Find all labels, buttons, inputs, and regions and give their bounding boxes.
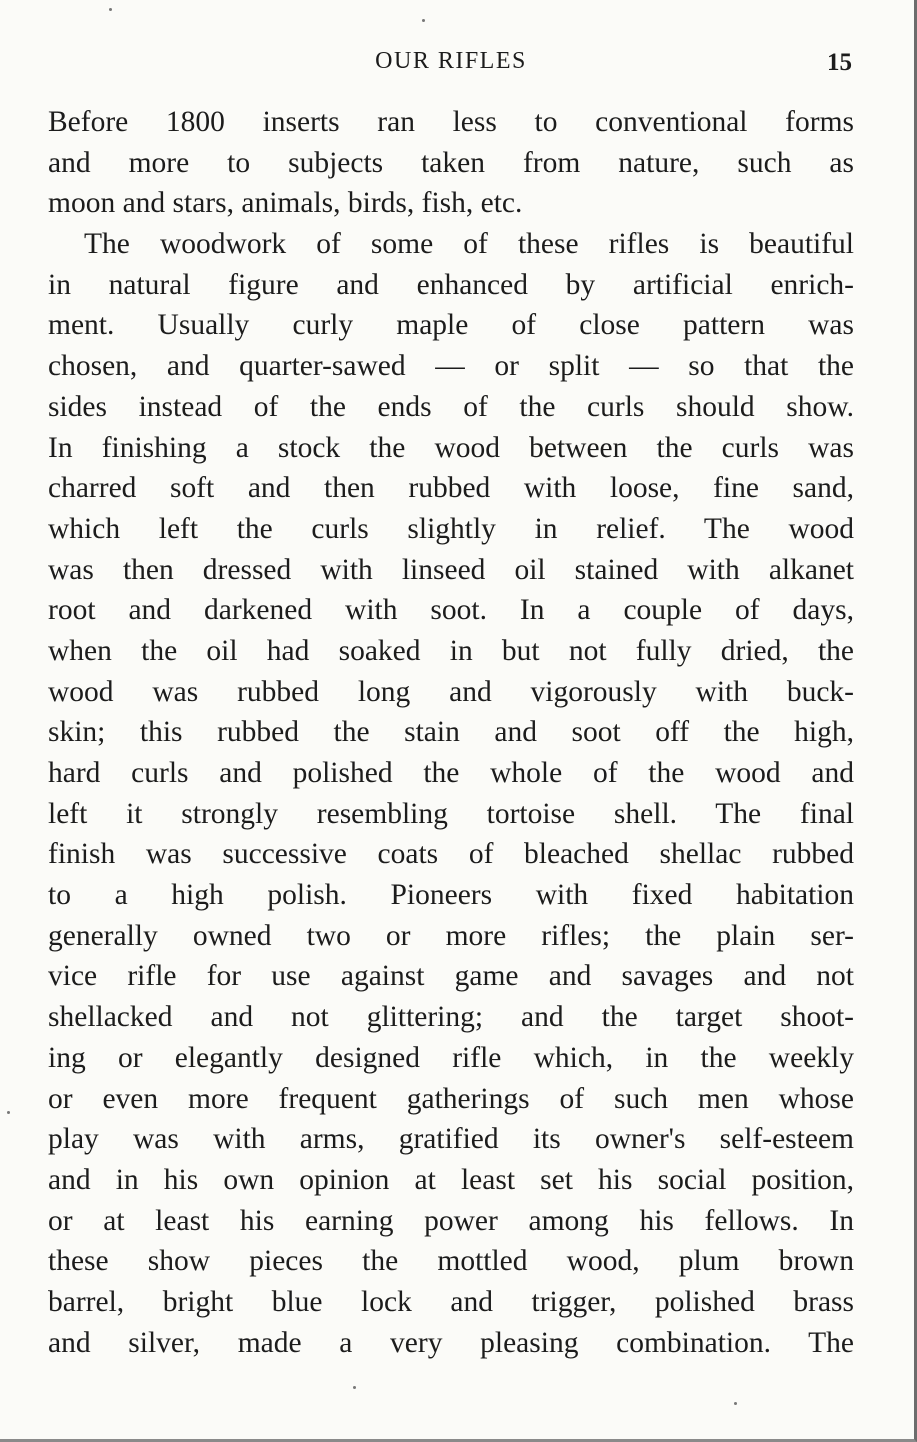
text-line: or even more frequent gatherings of such men whose (48, 1082, 854, 1115)
text-line: these show pieces the mottled wood, plum brown (48, 1245, 854, 1278)
text-line: charred soft and then rubbed with loose, fine sand, (48, 472, 854, 505)
text-line: which left the curls slightly in relief. The wood (48, 512, 854, 545)
running-title: OUR RIFLES (375, 48, 527, 74)
text-line: moon and stars, animals, birds, fish, etc. (48, 187, 523, 220)
text-line: left it strongly resembling tortoise shell. The final (48, 797, 854, 830)
text-line: vice rifle for use against game and savages and not (48, 960, 854, 993)
scan-speck (7, 1111, 10, 1114)
text-line: Before 1800 inserts ran less to conventional forms (48, 106, 854, 138)
text-line: generally owned two or more rifles; the plain ser- (48, 919, 854, 952)
text-line: The woodwork of some of these rifles is beautiful (84, 228, 854, 261)
scan-speck (109, 8, 112, 11)
text-line: and silver, made a very pleasing combination. The (48, 1326, 854, 1359)
text-line: shellacked and not glittering; and the target shoot- (48, 1001, 854, 1034)
text-line: sides instead of the ends of the curls should show. (48, 390, 854, 423)
running-header (48, 44, 854, 84)
scan-speck (353, 1386, 356, 1389)
text-line: play was with arms, gratified its owner's self-esteem (48, 1123, 854, 1156)
text-line: barrel, bright blue lock and trigger, polished brass (48, 1285, 854, 1318)
text-line: was then dressed with linseed oil stained with alkanet (48, 553, 854, 586)
text-line: ment. Usually curly maple of close pattern was (48, 309, 854, 342)
text-line: ing or elegantly designed rifle which, in the weekly (48, 1041, 854, 1074)
body-text (48, 102, 854, 1363)
page-number: 15 (827, 49, 852, 76)
text-line: when the oil had soaked in but not fully dried, the (48, 634, 854, 667)
text-line: finish was successive coats of bleached shellac rubbed (48, 838, 854, 871)
text-line: and more to subjects taken from nature, such as (48, 146, 854, 179)
text-line: wood was rubbed long and vigorously with buck- (48, 675, 854, 708)
text-line: or at least his earning power among his fellows. In (48, 1204, 854, 1237)
text-line: to a high polish. Pioneers with fixed habitation (48, 879, 854, 912)
text-line: skin; this rubbed the stain and soot off the high, (48, 716, 854, 749)
text-line: in natural figure and enhanced by artificial enrich- (48, 268, 854, 301)
text-line: root and darkened with soot. In a couple of days, (48, 594, 854, 627)
scan-speck (734, 1402, 737, 1405)
text-line: In finishing a stock the wood between the curls was (48, 431, 854, 464)
text-line: and in his own opinion at least set his social position, (48, 1163, 854, 1196)
text-line: chosen, and quarter-sawed — or split — so that the (48, 350, 854, 383)
scan-speck (422, 19, 425, 22)
text-line: hard curls and polished the whole of the wood and (48, 757, 854, 789)
